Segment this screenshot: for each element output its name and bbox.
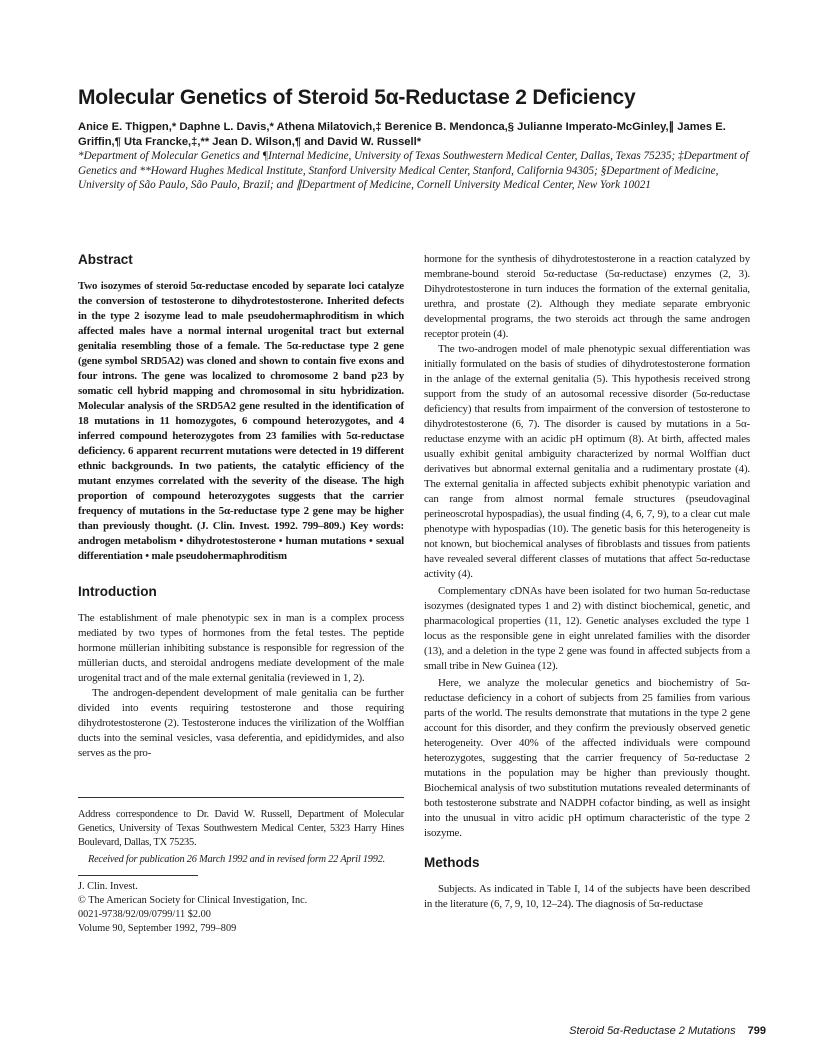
abstract-text: Two isozymes of steroid 5α-reductase encoded by separate loci catalyze the conversion of testosterone to dihydrotestosterone. Inherited defects in the type 2 isozyme lead to male pseudohermaphroditism in which affected males have a normal internal urogenital tract but external genitalia resembling those of a female. The 5α-reductase type 2 gene (gene symbol SRD5A2) was cloned and shown to contain five exons and four introns. The gene was localized to chromosome 2 band p23 by somatic cell hybrid mapping and chromosomal in situ hybridization. Molecular analysis of the SRD5A2 gene resulted in the identification of 18 mutations in 11 homozygotes, 6 compound heterozygotes, and 4 inferred compound heterozygotes from 23 families with 5α-reductase deficiency. 6 apparent recurrent mutations were detected in 19 different ethnic backgrounds. In two patients, the catalytic efficiency of the mutant enzymes correlated with the severity of the disease. The high proportion of compound heterozygotes suggests that the carrier frequency of mutations in the 5α-reductase type 2 gene may be higher than previously thought. (J. Clin. Invest. 1992. 799–809.) Key words: androgen metabolism • dihydrotestosterone • human mutations • sexual differentiation • male pseudohermaphroditism [78,280,404,562]
issn-line: 0021-9738/92/09/0799/11 $2.00 [78,908,211,920]
author-list: Anice E. Thigpen,* Daphne L. Davis,* Athena Milatovich,‡ Berenice B. Mendonca,§ Julianne Imperato-McGinley,∥ James E. Griffin,¶ Uta Francke,‡,** Jean D. Wilson,¶ and David W. Russell* [78,121,726,148]
journal-name: J. Clin. Invest. [78,881,138,893]
methods-heading: Methods [424,855,480,870]
footnote-divider [78,797,404,798]
page-number: 799 [747,1025,766,1037]
received-note: Received for publication 26 March 1992 and in revised form 22 April 1992. [88,854,386,866]
correspondence-note: Address correspondence to Dr. David W. Russell, Department of Molecular Genetics, University of Texas Southwestern Medical Center, 5323 Harry Hines Boulevard, Dallas, TX 75235. [78,809,404,848]
right-column [424,252,750,912]
publication-divider [78,875,198,876]
introduction-heading: Introduction [78,584,157,599]
running-title: Steroid 5α-Reductase 2 Mutations [569,1025,736,1037]
right-paragraph-3: Complementary cDNAs have been isolated for two human 5α-reductase isozymes (designated types 1 and 2) with distinct biochemical, genetic, and pharmacological properties (11, 12). Genetic analyses excluded the type 1 locus as the responsible gene in eight unrelated families with the disorder (13), and a deletion in the type 2 gene was found in affected subjects from a small tribe in New Guinea (12). [424,585,750,672]
right-paragraph-4: Here, we analyze the molecular genetics and biochemistry of 5α-reductase deficiency in a cohort of subjects from 25 families from various parts of the world. The results demonstrate that mutations in the type 2 gene account for this disorder, and they confirm the previously observed genetic heterogeneity. Over 40% of the affected individuals were compound heterozygotes, suggesting that the carrier frequency of 5α-reductase 2 mutations in the population may be higher than previously thought. Biochemical analysis of two substitution mutations revealed determinants of both testosterone substrate and NADPH cofactor binding, as well as insight into the unusual in vitro acidic pH optimum characteristic of the type 2 isozyme. [424,677,750,839]
methods-paragraph-1: Subjects. As indicated in Table I, 14 of the subjects have been described in the literature (6, 7, 9, 10, 12–24). The diagnosis of 5α-reductase [424,883,750,910]
article-title: Molecular Genetics of Steroid 5α-Reductase 2 Deficiency [78,86,636,109]
intro-paragraph-2: The androgen-dependent development of male genitalia can be further divided into events requiring testosterone and those requiring dihydrotestosterone (2). Testosterone induces the virilization of the Wolffian ducts into the seminal vesicles, vasa deferentia, and epididymides, and also serves as the pro- [78,687,404,759]
volume-line: Volume 90, September 1992, 799–809 [78,922,237,934]
left-column [78,252,404,935]
intro-paragraph-1: The establishment of male phenotypic sex in man is a complex process mediated by two types of hormones from the fetal testes. The peptide hormone müllerian inhibiting substance is responsible for regression of the müllerian ducts, and steroidal androgens mediate development of the male urogenital tract and of the male external genitalia (reviewed in 1, 2). [78,612,404,684]
running-footer [569,1025,766,1037]
copyright-line: © The American Society for Clinical Investigation, Inc. [78,894,308,906]
publication-info [78,880,404,935]
abstract-heading: Abstract [78,252,133,267]
right-paragraph-1: hormone for the synthesis of dihydrotestosterone in a reaction catalyzed by membrane-bound steroid 5α-reductase (5α-reductase) enzymes (2, 3). Dihydrotestosterone in turn induces the formation of the external genitalia, urethra, and prostate (2). Although they mediate separate embryonic developmental programs, the two steroids act through the same androgen receptor protein (4). [424,253,750,340]
affiliations: *Department of Molecular Genetics and ¶Internal Medicine, University of Texas Southwestern Medical Center, Dallas, Texas 75235; ‡Department of Genetics and **Howard Hughes Medical Institute, Stanford University Medical Center, Stanford, California 94305; §Department of Medicine, University of São Paulo, São Paulo, Brazil; and ∥Department of Medicine, Cornell University Medical Center, New York 10021 [78,150,749,191]
right-paragraph-2: The two-androgen model of male phenotypic sexual differentiation was initially formulated on the basis of studies of dihydrotestosterone formation in the anlage of the external genitalia (5). This hypothesis received strong support from the study of an autosomal recessive disorder (5α-reductase deficiency) that results from impairment of the conversion of testosterone to dihydrotestosterone (6, 7). The disorder is caused by mutations in a 5α-reductase enzyme with an acidic pH optimum (8). At birth, affected males usually exhibit genital ambiguity characterized by normal Wolffian duct derivatives but abnormal external genitalia and a rudimentary prostate (4). The external genitalia in affected subjects exhibit phenotypic variation and can range from almost normal female structures (pseudovaginal perineoscrotal hypospadias), the usual finding (4, 6, 7, 9), to a clear cut male phenotype with hypospadias (10). The genetic basis for this heterogeneity is not known, but biochemical analyses of fibroblasts and tissues from patients have revealed several different classes of mutations that affect 5α-reductase activity (4). [424,343,750,580]
